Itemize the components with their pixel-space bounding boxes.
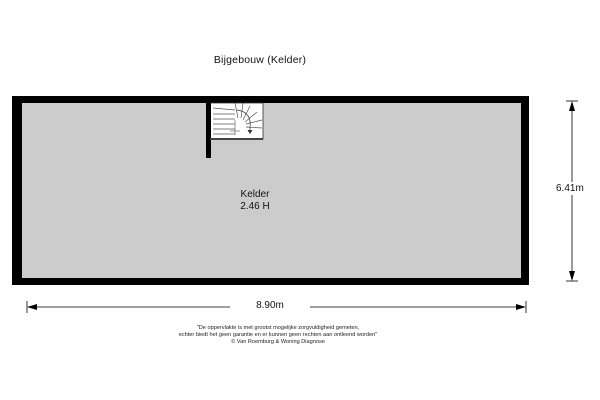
room-name: Kelder	[240, 189, 270, 200]
disclaimer-line-1: "De oppervlakte is met grootst mogelijke zorgvuldigheid gemeten,	[196, 325, 360, 331]
disclaimer-copyright: © Van Roemburg & Woning Diagnose	[231, 339, 325, 345]
room-height: 2.46 H	[240, 201, 270, 212]
width-dimension-label: 8.90m	[230, 300, 310, 311]
staircase	[210, 103, 263, 139]
room-label	[205, 189, 305, 213]
floor-title: Bijgebouw (Kelder)	[213, 54, 307, 66]
disclaimer	[0, 325, 556, 346]
stair-wall	[206, 103, 211, 158]
depth-dimension-label: 6.41m	[556, 183, 584, 194]
disclaimer-line-2: echter biedt het geen garantie en er kunnen geen rechten aan ontleend worden"	[178, 332, 378, 338]
stair-base	[210, 138, 263, 140]
